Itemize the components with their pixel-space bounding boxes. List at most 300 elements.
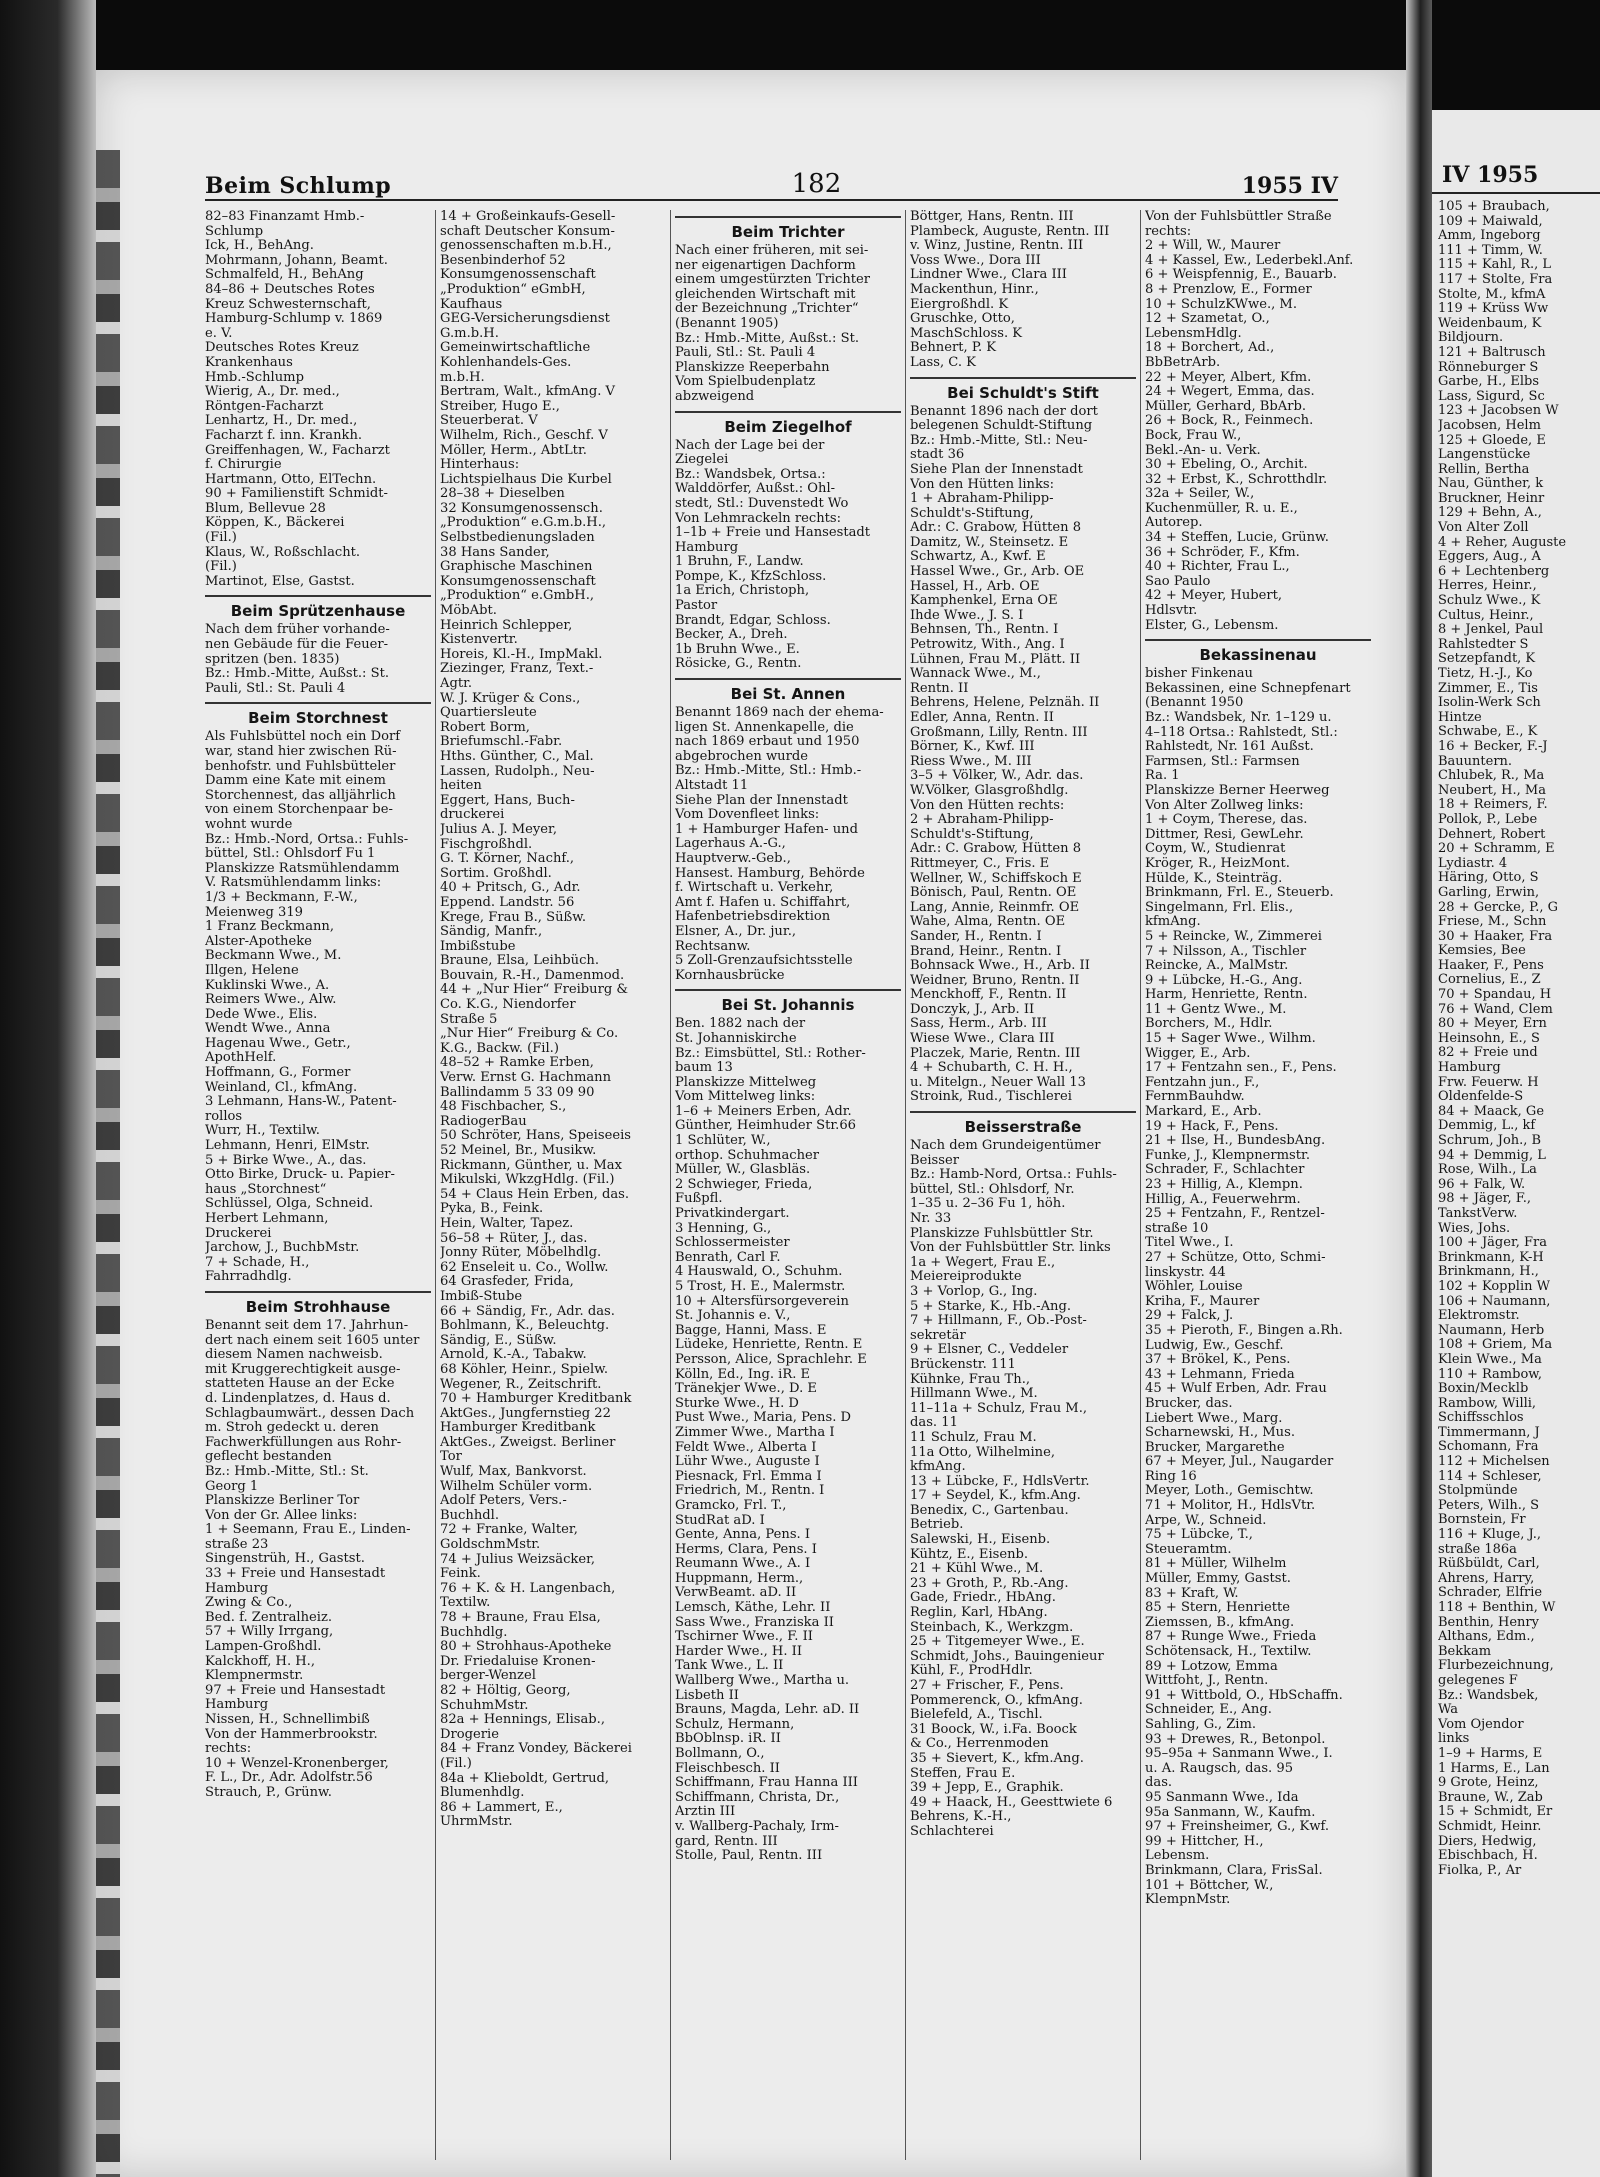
directory-entry-line: W. J. Krüger & Cons., xyxy=(440,691,581,706)
directory-entry-line: Bz.: Hmb.-Nord, Ortsa.: Fuhls- xyxy=(205,832,409,847)
directory-entry-line: Bouvain, R.-H., Damenmod. xyxy=(440,968,625,983)
directory-entry-line: 1–35 u. 2–36 Fu 1, höh. xyxy=(910,1197,1066,1212)
directory-entry-line: Donczyk, J., Arb. II xyxy=(910,1002,1035,1017)
directory-entry-line: Reglin, Karl, HbAng. xyxy=(910,1606,1048,1621)
facing-entry-line: Schrum, Joh., B xyxy=(1438,1134,1542,1148)
facing-entry-line: Eggers, Aug., A xyxy=(1438,550,1541,565)
directory-entry-line: Nr. 33 xyxy=(910,1212,952,1226)
facing-entry-line: Wa xyxy=(1438,1703,1458,1718)
directory-entry-line: Hths. Günther, C., Mal. xyxy=(440,749,594,764)
directory-entry-line: (Fil.) xyxy=(205,531,237,546)
column-1 xyxy=(205,210,436,2160)
directory-entry-line: Kühnke, Frau Th., xyxy=(910,1372,1031,1387)
facing-entry-line: Stolte, M., kfmA xyxy=(1438,287,1546,302)
directory-entry-line: „Nur Hier“ Freiburg & Co. xyxy=(440,1027,619,1042)
directory-entry-line: Lemsch, Käthe, Lehr. II xyxy=(675,1601,831,1616)
directory-entry-line: Lassen, Rudolph., Neu- xyxy=(440,764,595,779)
directory-entry-line: Bz.: Wandsbek, Nr. 1–129 u. xyxy=(1145,711,1332,725)
directory-entry-line: Imbiß-Stube xyxy=(440,1289,523,1304)
directory-entry-line: Herms, Clara, Pens. I xyxy=(675,1542,817,1557)
directory-entry-line: Benannt seit dem 17. Jahrhun- xyxy=(205,1318,409,1333)
directory-entry-line: 48 Fischbacher, S., xyxy=(440,1100,567,1115)
directory-entry-line: Steffen, Frau E. xyxy=(910,1766,1016,1781)
facing-entry-line: Naumann, Herb xyxy=(1438,1323,1545,1338)
directory-entry-line: 97 + Freie und Hansestadt xyxy=(205,1683,386,1698)
directory-entry-line: Kreuz Schwesternschaft, xyxy=(205,297,371,312)
directory-entry-line: 87 + Runge Wwe., Frieda xyxy=(1145,1630,1317,1645)
directory-entry-line: Hülde, K., Steinträg. xyxy=(1145,871,1283,886)
facing-entry-line: 8 + Jenkel, Paul xyxy=(1438,623,1544,638)
directory-entry-line: 11a Otto, Wilhelmine, xyxy=(910,1445,1056,1460)
directory-entry-line: 21 + Kühl Wwe., M. xyxy=(910,1562,1044,1577)
directory-entry-line: 3–5 + Völker, W., Adr. das. xyxy=(910,769,1084,784)
directory-entry-line: das. 11 xyxy=(910,1416,958,1431)
directory-entry-line: Streiber, Hugo E., xyxy=(440,399,560,414)
facing-entry-line: Weidenbaum, K xyxy=(1438,316,1542,331)
directory-entry-line: Pauli, Stl.: St. Pauli 4 xyxy=(675,346,816,361)
facing-entry-line: Rambow, Willi, xyxy=(1438,1396,1537,1411)
directory-entry-line: G. T. Körner, Nachf., xyxy=(440,852,575,867)
directory-entry-line: Nach einer früheren, mit sei- xyxy=(675,244,869,258)
directory-entry-line: Klempnermstr. xyxy=(205,1669,304,1684)
directory-entry-line: Borchers, M., Hdlr. xyxy=(1145,1017,1273,1032)
directory-entry-line: Hillmann Wwe., M. xyxy=(910,1387,1038,1402)
directory-entry-line: heiten xyxy=(440,779,482,794)
directory-entry-line: Planskizze Berliner Tor xyxy=(205,1494,360,1509)
directory-entry-line: Hansest. Hamburg, Behörde xyxy=(675,866,865,881)
directory-entry-line: 84 + Franz Vondey, Bäckerei xyxy=(440,1742,632,1757)
directory-entry-line: nen Gebäude für die Feuer- xyxy=(205,638,389,653)
facing-entry-line: Althans, Edm., xyxy=(1438,1630,1535,1645)
directory-entry-line: Privatkindergart. xyxy=(675,1207,790,1222)
directory-entry-line: 1a + Wegert, Frau E., xyxy=(910,1255,1056,1270)
facing-entry-line: Rönneburger S xyxy=(1438,360,1539,375)
directory-entry-line: Ludwig, Ew., Geschf. xyxy=(1145,1338,1284,1353)
directory-entry-line: 57 + Willy Irrgang, xyxy=(205,1625,334,1640)
directory-entry-line: Liebert Wwe., Marg. xyxy=(1145,1411,1283,1426)
directory-entry-line: Bollmann, O., xyxy=(675,1747,765,1761)
facing-entry-line: Flurbezeichnung, xyxy=(1438,1659,1554,1674)
directory-entry-line: ApothHelf. xyxy=(205,1051,277,1066)
directory-entry-line: 1b Bruhn Wwe., E. xyxy=(675,642,800,657)
directory-entry-line: 101 + Böttcher, W., xyxy=(1145,1878,1274,1893)
facing-entry-line: Amm, Ingeborg xyxy=(1438,229,1541,244)
directory-entry-line: 37 + Brökel, K., Pens. xyxy=(1145,1353,1291,1368)
directory-entry-line: (Benannt 1950 xyxy=(1145,696,1244,711)
directory-entry-line: Krege, Frau B., Süßw. xyxy=(440,910,587,925)
directory-entry-line: 26 + Bock, R., Feinmech. xyxy=(1145,414,1314,429)
facing-entry-line: Schwabe, E., K xyxy=(1438,725,1538,740)
facing-entry-line: Rose, Wilh., La xyxy=(1438,1163,1537,1178)
directory-entry-line: Hillig, A., Feuerwehrm. xyxy=(1145,1192,1301,1207)
street-range-heading: Beim Schlump xyxy=(205,173,392,199)
facing-entry-line: Garbe, H., Elbs xyxy=(1438,375,1540,390)
directory-entry-line: 95 Sanmann Wwe., Ida xyxy=(1145,1790,1299,1805)
directory-entry-line: Bz.: Hmb.-Mitte, Außst.: St. xyxy=(205,667,389,682)
street-heading: Beisserstraße xyxy=(910,1111,1136,1137)
directory-entry-line: Böttger, Hans, Rentn. III xyxy=(910,210,1074,224)
directory-entry-line: Sortim. Großhdl. xyxy=(440,866,552,881)
directory-entry-line: Farmsen, Stl.: Farmsen xyxy=(1145,754,1300,769)
directory-entry-line: 4 + Kassel, Ew., Lederbekl.Anf. xyxy=(1145,253,1354,268)
directory-entry-line: 14 + Großeinkaufs-Gesell- xyxy=(440,210,616,224)
directory-entry-line: Brinkmann, Clara, FrisSal. xyxy=(1145,1863,1323,1878)
directory-entry-line: Autorep. xyxy=(1145,516,1203,531)
directory-entry-line: Hinterhaus: xyxy=(440,458,520,473)
facing-entry-line: 105 + Braubach, xyxy=(1438,200,1550,214)
directory-entry-line: Schneider, E., Ang. xyxy=(1145,1703,1272,1718)
directory-entry-line: Gemeinwirtschaftliche xyxy=(440,341,591,356)
directory-entry-line: 22 + Meyer, Albert, Kfm. xyxy=(1145,370,1312,385)
directory-entry-line: Kühl, F., ProdHdlr. xyxy=(910,1664,1033,1679)
directory-entry-line: Behnsen, Th., Rentn. I xyxy=(910,623,1059,638)
directory-entry-line: Facharzt f. inn. Krankh. xyxy=(205,428,363,443)
directory-entry-line: Schlump xyxy=(205,224,264,239)
directory-entry-line: Agtr. xyxy=(440,677,473,691)
facing-entry-line: 109 + Maiwald, xyxy=(1438,214,1543,229)
directory-entry-line: Adr.: C. Grabow, Hütten 8 xyxy=(910,521,1082,536)
street-heading: Beim Strohhause xyxy=(205,1291,431,1317)
directory-entry-line: Ziemssen, B., kfmAng. xyxy=(1145,1615,1295,1630)
directory-entry-line: kfmAng. xyxy=(910,1460,966,1475)
directory-entry-line: rollos xyxy=(205,1109,243,1124)
directory-entry-line: Drogerie xyxy=(440,1727,499,1742)
facing-entry-line: Benthin, Henry xyxy=(1438,1615,1539,1630)
directory-entry-line: Wendt Wwe., Anna xyxy=(205,1022,331,1037)
directory-entry-line: Wierig, A., Dr. med., xyxy=(205,385,340,400)
directory-entry-line: 32a + Seiler, W., xyxy=(1145,487,1255,502)
directory-entry-line: Dr. Friedaluise Kronen- xyxy=(440,1654,596,1669)
directory-entry-line: 67 + Meyer, Jul., Naugarder xyxy=(1145,1455,1334,1470)
facing-entry-line: TankstVerw. xyxy=(1438,1206,1518,1221)
directory-entry-line: 32 + Erbst, K., Schrotthdlr. xyxy=(1145,472,1328,487)
directory-entry-line: Mackenthun, Hinr., xyxy=(910,282,1039,297)
directory-entry-line: Greiffenhagen, W., Facharzt xyxy=(205,443,390,458)
directory-entry-line: Kuklinski Wwe., A. xyxy=(205,978,330,993)
facing-entry-line: 6 + Lechtenberg xyxy=(1438,564,1550,579)
directory-entry-line: 1/3 + Beckmann, F.-W., xyxy=(205,890,358,905)
facing-entry-line: Schmidt, Heinr. xyxy=(1438,1819,1542,1834)
directory-entry-line: 82a + Hennings, Elisab., xyxy=(440,1713,606,1728)
directory-entry-line: 24 + Wegert, Emma, das. xyxy=(1145,385,1315,400)
directory-entry-line: Kölln, Ed., Ing. iR. E xyxy=(675,1367,811,1382)
directory-entry-line: Gramcko, Frl. T., xyxy=(675,1498,787,1513)
directory-entry-line: Schwartz, A., Kwf. E xyxy=(910,550,1046,565)
book-gutter xyxy=(1406,0,1432,2177)
directory-entry-line: 93 + Drewes, R., Betonpol. xyxy=(1145,1732,1326,1747)
directory-entry-line: 82 + Höltig, Georg, xyxy=(440,1683,571,1698)
directory-entry-line: (Fil.) xyxy=(205,560,237,575)
directory-entry-line: Weidner, Bruno, Rentn. II xyxy=(910,973,1080,988)
facing-entry-line: 117 + Stolte, Fra xyxy=(1438,272,1553,287)
directory-entry-line: 50 Schröter, Hans, Speiseeis xyxy=(440,1129,631,1144)
directory-entry-line: Pyka, B., Feink. xyxy=(440,1202,544,1217)
facing-entry-line: Kemsies, Bee xyxy=(1438,944,1526,959)
facing-entry-line: Peters, Wilh., S xyxy=(1438,1498,1540,1513)
directory-entry-line: einem umgestürzten Trichter xyxy=(675,273,871,288)
directory-entry-line: Funke, J., Klempnermstr. xyxy=(1145,1148,1311,1163)
directory-entry-line: Müller, W., Glasbläs. xyxy=(675,1163,811,1178)
directory-entry-line: spritzen (ben. 1835) xyxy=(205,652,340,667)
directory-entry-line: Großmann, Lilly, Rentn. III xyxy=(910,725,1088,740)
directory-entry-line: Köppen, K., Bäckerei xyxy=(205,516,345,531)
directory-entry-line: büttel, Stl.: Ohlsdorf, Nr. xyxy=(910,1182,1075,1197)
directory-entry-line: Bz.: Hmb.-Mitte, Stl.: Hmb.- xyxy=(675,764,862,779)
directory-entry-line: Nach dem früher vorhande- xyxy=(205,623,390,638)
directory-entry-line: Hassel Wwe., Gr., Arb. OE xyxy=(910,565,1085,580)
directory-entry-line: Hamburg xyxy=(205,1698,269,1713)
scan-border xyxy=(0,0,96,2177)
directory-entry-line: Rentn. II xyxy=(910,681,969,696)
directory-entry-line: Petrowitz, With., Ang. I xyxy=(910,638,1065,653)
facing-entry-line: Stolpmünde xyxy=(1438,1484,1518,1499)
facing-entry-line: 116 + Kluge, J., xyxy=(1438,1528,1541,1543)
directory-entry-line: Hamburg xyxy=(205,1581,269,1596)
directory-entry-line: Kornhausbrücke xyxy=(675,968,785,983)
directory-entry-line: Müller, Emmy, Gastst. xyxy=(1145,1572,1291,1587)
directory-entry-line: Kröger, R., HeizMont. xyxy=(1145,856,1290,871)
directory-entry-line: 3 Henning, G., xyxy=(675,1221,772,1236)
directory-entry-line: Mohrmann, Johann, Beamt. xyxy=(205,253,388,268)
directory-entry-line: belegenen Schuldt-Stiftung xyxy=(910,419,1093,434)
directory-entry-line: Straße 5 xyxy=(440,1012,498,1027)
directory-entry-line: geflecht bestanden xyxy=(205,1450,332,1465)
directory-entry-line: Nach dem Grundeigentümer xyxy=(910,1139,1101,1154)
directory-entry-line: Hassel, H., Arb. OE xyxy=(910,579,1040,594)
directory-entry-line: Schlossermeister xyxy=(675,1236,790,1251)
directory-entry-line: Hamburger Kreditbank xyxy=(440,1421,596,1436)
facing-entry-line: 15 + Schmidt, Er xyxy=(1438,1805,1553,1820)
directory-entry-line: war, stand hier zwischen Rü- xyxy=(205,745,397,759)
directory-entry-line: 5 + Reincke, W., Zimmerei xyxy=(1145,929,1322,944)
facing-entry-line: Bz.: Wandsbek, xyxy=(1438,1688,1539,1703)
directory-entry-line: mit Kruggerechtigkeit ausge- xyxy=(205,1362,401,1377)
facing-entry-line: Isolin-Werk Sch xyxy=(1438,696,1541,711)
page-number: 182 xyxy=(791,169,842,199)
directory-entry-line: 91 + Wittbold, O., HbSchaffn. xyxy=(1145,1688,1343,1703)
facing-entry-line: Von Alter Zoll xyxy=(1438,521,1529,536)
directory-entry-line: Von der Gr. Allee links: xyxy=(205,1508,358,1523)
directory-entry-line: Als Fuhlsbüttel noch ein Dorf xyxy=(205,730,401,745)
facing-entry-line: Boxin/Mecklb xyxy=(1438,1382,1529,1397)
directory-entry-line: V. Ratsmühlendamm links: xyxy=(205,876,382,891)
directory-entry-line: diesem Namen nachweisb. xyxy=(205,1348,383,1363)
facing-entry-line: Garling, Erwin, xyxy=(1438,885,1540,900)
facing-entry-line: 102 + Kopplin W xyxy=(1438,1279,1550,1294)
directory-entry-line: Dede Wwe., Elis. xyxy=(205,1007,318,1022)
directory-entry-line: 81 + Müller, Wilhelm xyxy=(1145,1557,1287,1572)
directory-entry-line: Jarchow, J., BuchbMstr. xyxy=(205,1241,360,1256)
directory-entry-line: Walddörfer, Außst.: Ohl- xyxy=(675,482,836,497)
directory-entry-line: 10 + SchulzKWwe., M. xyxy=(1145,297,1297,312)
directory-entry-line: 35 + Pieroth, F., Bingen a.Rh. xyxy=(1145,1323,1343,1338)
directory-entry-line: Wöhler, Louise xyxy=(1145,1280,1243,1295)
directory-entry-line: 95–95a + Sanmann Wwe., I. xyxy=(1145,1747,1333,1762)
directory-entry-line: Schmalfeld, H., BehAng xyxy=(205,268,364,283)
facing-entry-line: Vom Ojendor xyxy=(1438,1717,1524,1732)
directory-entry-line: Elster, G., Lebensm. xyxy=(1145,618,1279,633)
directory-entry-line: m.b.H. xyxy=(440,370,485,385)
directory-entry-line: Kuchenmüller, R. u. E., xyxy=(1145,501,1298,516)
directory-entry-line: 31 Boock, W., i.Fa. Boock xyxy=(910,1722,1077,1737)
directory-entry-line: Horeis, Kl.-H., ImpMakl. xyxy=(440,647,603,662)
facing-entry-line: Ahrens, Harry, xyxy=(1438,1571,1535,1586)
directory-entry-line: Benannt 1896 nach der dort xyxy=(910,404,1098,419)
street-heading: Bei Schuldt's Stift xyxy=(910,377,1136,403)
directory-entry-line: Kaufhaus xyxy=(440,297,503,312)
directory-entry-line: Fußpfl. xyxy=(675,1192,723,1207)
directory-entry-line: Wahe, Alma, Rentn. OE xyxy=(910,915,1066,930)
directory-entry-line: 9 + Lübcke, H.-G., Ang. xyxy=(1145,973,1303,988)
facing-entry-line: links xyxy=(1438,1732,1470,1747)
directory-entry-line: VerwBeamt. aD. II xyxy=(675,1586,797,1601)
directory-entry-line: u. Mitelgn., Neuer Wall 13 xyxy=(910,1075,1086,1090)
directory-entry-line: Planskizze Berner Heerweg xyxy=(1145,783,1330,798)
directory-entry-line: 30 + Ebeling, O., Archit. xyxy=(1145,458,1308,473)
directory-entry-line: Planskizze Mittelweg xyxy=(675,1075,817,1090)
directory-entry-line: (Fil.) xyxy=(440,1756,472,1771)
directory-entry-line: haus „Storchnest“ xyxy=(205,1182,327,1197)
directory-entry-line: 95a Sanmann, W., Kaufm. xyxy=(1145,1805,1316,1820)
facing-entry-line: Timmermann, J xyxy=(1438,1425,1540,1440)
directory-columns xyxy=(205,210,1375,2160)
directory-entry-line: Lebensm. xyxy=(1145,1849,1210,1864)
directory-entry-line: Hoffmann, G., Former xyxy=(205,1066,351,1081)
directory-entry-line: MaschSchloss. K xyxy=(910,326,1023,341)
facing-entry-line: Braune, W., Zab xyxy=(1438,1790,1543,1805)
directory-entry-line: Bagge, Hanni, Mass. E xyxy=(675,1323,827,1338)
directory-entry-line: KlempnMstr. xyxy=(1145,1893,1231,1908)
facing-entry-line: 94 + Demmig, L xyxy=(1438,1148,1546,1163)
street-heading: Bei St. Johannis xyxy=(675,989,901,1015)
directory-entry-line: nach 1869 erbaut und 1950 xyxy=(675,735,860,750)
directory-entry-line: Hagenau Wwe., Getr., xyxy=(205,1036,351,1051)
directory-entry-line: 15 + Sager Wwe., Wilhm. xyxy=(1145,1032,1316,1047)
directory-entry-line: Brauns, Magda, Lehr. aD. II xyxy=(675,1703,860,1718)
directory-entry-line: 82–83 Finanzamt Hmb.- xyxy=(205,210,365,224)
directory-entry-line: Tschirner Wwe., F. II xyxy=(675,1630,813,1645)
facing-entry-line: Schulz Wwe., K xyxy=(1438,594,1541,609)
directory-entry-line: 1–6 + Meiners Erben, Adr. xyxy=(675,1104,852,1119)
directory-entry-line: Eppend. Landstr. 56 xyxy=(440,895,575,910)
directory-entry-line: 48–52 + Ramke Erben, xyxy=(440,1056,594,1071)
directory-entry-line: m. Stroh gedeckt u. deren xyxy=(205,1421,379,1436)
directory-entry-line: Tor xyxy=(440,1450,462,1465)
directory-entry-line: Harm, Henriette, Rentn. xyxy=(1145,988,1308,1003)
directory-entry-line: Kistenvertr. xyxy=(440,633,518,648)
directory-entry-line: 3 + Vorlop, G., Ing. xyxy=(910,1284,1038,1299)
directory-entry-line: 99 + Hittcher, H., xyxy=(1145,1834,1264,1849)
facing-page-column xyxy=(1432,194,1600,1878)
facing-entry-line: Jacobsen, Helm xyxy=(1438,418,1541,433)
directory-entry-line: 9 + Elsner, C., Veddeler xyxy=(910,1343,1069,1358)
directory-entry-line: Behrens, K.-H., xyxy=(910,1810,1012,1825)
facing-entry-line: Haaker, F., Pens xyxy=(1438,958,1544,973)
directory-entry-line: 11 Schulz, Frau M. xyxy=(910,1430,1037,1445)
facing-entry-line: Cornelius, E., Z xyxy=(1438,973,1541,988)
directory-entry-line: 27 + Frischer, F., Pens. xyxy=(910,1679,1064,1693)
directory-entry-line: Gente, Anna, Pens. I xyxy=(675,1528,811,1543)
directory-entry-line: 70 + Hamburger Kreditbank xyxy=(440,1392,632,1407)
directory-entry-line: Wiese Wwe., Clara III xyxy=(910,1032,1055,1047)
facing-entry-line: Nau, Günther, k xyxy=(1438,477,1544,492)
directory-entry-line: 4 Hauswald, O., Schuhm. xyxy=(675,1265,843,1280)
facing-entry-line: 9 Grote, Heinz, xyxy=(1438,1776,1539,1791)
directory-entry-line: genossenschaften m.b.H., xyxy=(440,239,612,254)
facing-entry-line: Frw. Feuerw. H xyxy=(1438,1075,1539,1090)
directory-entry-line: 25 + Fentzahn, F., Rentzel- xyxy=(1145,1207,1325,1222)
directory-entry-line: 45 + Wulf Erben, Adr. Frau xyxy=(1145,1382,1327,1397)
directory-entry-line: 1 + Seemann, Frau E., Linden- xyxy=(205,1523,411,1538)
facing-entry-line: 96 + Falk, W. xyxy=(1438,1177,1526,1192)
directory-entry-line: Graphische Maschinen xyxy=(440,560,593,575)
directory-entry-line: wohnt wurde xyxy=(205,817,293,832)
directory-entry-line: Ziezinger, Franz, Text.- xyxy=(440,662,594,677)
directory-entry-line: 28–38 + Dieselben xyxy=(440,487,565,502)
directory-entry-line: Bz.: Hamb-Nord, Ortsa.: Fuhls- xyxy=(910,1168,1117,1183)
directory-entry-line: 17 + Fentzahn sen., F., Pens. xyxy=(1145,1061,1337,1076)
directory-entry-line: 23 + Groth, P., Rb.-Ang. xyxy=(910,1576,1069,1591)
directory-entry-line: Wittfoht, J., Rentn. xyxy=(1145,1674,1269,1689)
facing-entry-line: Schomann, Fra xyxy=(1438,1440,1539,1455)
directory-entry-line: Huppmann, Herm., xyxy=(675,1571,804,1586)
directory-entry-line: Arpe, W., Schneid. xyxy=(1145,1513,1267,1528)
directory-entry-line: Blumenhdlg. xyxy=(440,1786,525,1801)
directory-entry-line: Reumann Wwe., A. I xyxy=(675,1557,811,1572)
directory-entry-line: das. xyxy=(1145,1776,1173,1791)
directory-entry-line: 1 + Coym, Therese, das. xyxy=(1145,813,1308,828)
directory-entry-line: Behrens, Helene, Pelznäh. II xyxy=(910,696,1100,711)
directory-entry-line: Rechtsanw. xyxy=(675,939,751,954)
facing-entry-line: 18 + Reimers, F. xyxy=(1438,798,1548,813)
directory-entry-line: Titel Wwe., I. xyxy=(1145,1236,1234,1251)
directory-entry-line: 36 + Schröder, F., Kfm. xyxy=(1145,545,1300,560)
directory-entry-line: Salewski, H., Eisenb. xyxy=(910,1533,1051,1548)
facing-entry-line: Bekkam xyxy=(1438,1644,1492,1659)
facing-entry-line: 114 + Schleser, xyxy=(1438,1469,1542,1484)
directory-entry-line: BbOblnsp. iR. II xyxy=(675,1732,781,1747)
street-heading: Bei St. Annen xyxy=(675,678,901,704)
directory-entry-line: Sturke Wwe., H. D xyxy=(675,1396,799,1411)
directory-entry-line: Hein, Walter, Tapez. xyxy=(440,1216,574,1231)
directory-entry-line: Pauli, Stl.: St. Pauli 4 xyxy=(205,681,346,696)
facing-entry-line: 100 + Jäger, Fra xyxy=(1438,1236,1547,1251)
directory-entry-line: Druckerei xyxy=(205,1226,272,1241)
directory-entry-line: Kriha, F., Maurer xyxy=(1145,1294,1260,1309)
directory-entry-line: Storchennest, das alljährlich xyxy=(205,788,396,803)
directory-entry-line: Stolle, Paul, Rentn. III xyxy=(675,1849,823,1864)
directory-entry-line: 72 + Franke, Walter, xyxy=(440,1523,578,1538)
facing-entry-line: Schiffsschlos xyxy=(1438,1411,1524,1426)
facing-entry-line: 20 + Schramm, E xyxy=(1438,842,1555,857)
directory-entry-line: 5 + Starke, K., Hb.-Ang. xyxy=(910,1299,1072,1314)
directory-entry-line: Harder Wwe., H. II xyxy=(675,1644,803,1659)
directory-entry-line: Stroink, Rud., Tischlerei xyxy=(910,1090,1072,1105)
directory-entry-line: StudRat aD. I xyxy=(675,1513,765,1528)
directory-entry-line: 40 + Richter, Frau L., xyxy=(1145,560,1290,575)
facing-entry-line: Hintze xyxy=(1438,710,1482,725)
directory-entry-line: Steuerberat. V xyxy=(440,414,538,429)
directory-entry-line: Bekassinen, eine Schnepfenart xyxy=(1145,681,1351,696)
directory-entry-line: Ballindamm 5 33 09 90 xyxy=(440,1085,595,1100)
directory-entry-line: 54 + Claus Hein Erben, das. xyxy=(440,1187,630,1202)
directory-entry-line: 1a Erich, Christoph, xyxy=(675,584,810,599)
directory-entry-line: Buchhdlg. xyxy=(440,1625,508,1640)
directory-entry-line: Martinot, Else, Gastst. xyxy=(205,574,355,589)
directory-entry-line: Menckhoff, F., Rentn. II xyxy=(910,988,1067,1003)
directory-entry-line: Brückenstr. 111 xyxy=(910,1357,1016,1372)
directory-entry-line: Kalckhoff, H. H., xyxy=(205,1654,316,1669)
